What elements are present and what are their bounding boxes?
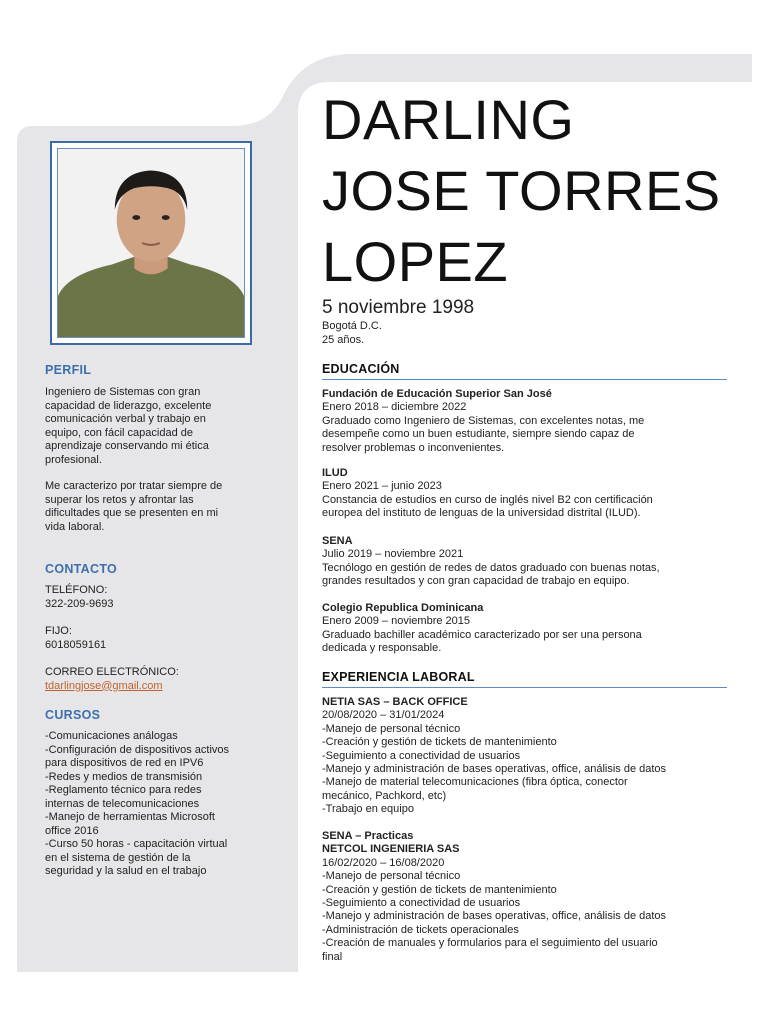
experience-company: NETCOL INGENIERIA SAS [322,843,460,856]
experience-task: -Manejo y administración de bases operativas, office, análisis de datos [322,763,667,776]
perfil-section [45,386,265,534]
perfil-heading: PERFIL [45,363,92,377]
education-dates: Julio 2019 – noviembre 2021 [322,548,464,561]
experience-task: -Trabajo en equipo [322,803,414,816]
experience-task: -Creación de manuales y formularios para el seguimiento del usuario [322,937,658,950]
education-entry [322,388,732,455]
education-org: Fundación de Educación Superior San José [322,388,552,400]
education-desc: Graduado como Ingeniero de Sistemas, con excelentes notas, me [322,414,645,427]
experience-task: -Manejo de personal técnico [322,870,461,883]
experience-task: -Manejo de material telecomunicaciones (fibra óptica, conector [322,776,628,789]
cursos-list: -Comunicaciones análogas -Configuración de dispositivos activos para dispositivos de red en IPV6 -Redes y medios de transmisión -Reglamento técnico para redes internas de telecomunicaciones -Manejo de herramientas Microsoft office 2016 -Curso 50 horas - capacitación virtual en el sistema de gestión de la seguridad y la salud en el trabajo [45,730,230,877]
email-link[interactable]: tdarlingjose@gmail.com [45,679,163,692]
experience-entry [322,830,732,964]
experience-task: -Creación y gestión de tickets de mantenimiento [322,736,557,749]
education-org: SENA [322,535,353,547]
experience-task: -Seguimiento a conectividad de usuarios [322,749,521,762]
education-dates: Enero 2018 – diciembre 2022 [322,401,467,414]
education-title: EDUCACIÓN [322,362,727,380]
cursos-section [45,730,265,879]
phone-label: TELÉFONO: [45,584,108,596]
contacto-heading: CONTACTO [45,562,118,576]
education-entry [322,602,732,656]
education-dates: Enero 2021 – junio 2023 [322,480,442,493]
education-desc: Constancia de estudios en curso de inglés nivel B2 con certificación [322,493,653,506]
experience-entry [322,696,732,817]
education-desc: desempeñe como un buen estudiante, siempre siendo capaz de [322,428,635,441]
experience-task: -Administración de tickets operacionales [322,923,519,936]
fixed-value: 6018059161 [45,638,107,651]
education-desc: dedicada y responsable. [322,642,442,655]
birth-date: 5 noviembre 1998 [322,297,475,318]
name-line-2: JOSE TORRES [322,159,721,222]
contacto-section [45,584,265,693]
experience-task: mecánico, Pachkord, etc) [322,789,447,802]
education-desc: resolver problemas o inconvenientes. [322,441,505,454]
city: Bogotá D.C. [322,320,382,332]
experience-dates: 20/08/2020 – 31/01/2024 [322,709,445,722]
experience-org: NETIA SAS – BACK OFFICE [322,696,468,708]
profile-photo-frame [50,141,252,345]
experience-task: -Manejo de personal técnico [322,722,461,735]
phone-value: 322-209-9693 [45,597,114,610]
experience-task: -Seguimiento a conectividad de usuarios [322,897,521,910]
name-line-3: LOPEZ [322,230,509,293]
education-desc: Graduado bachiller académico caracterizado por ser una persona [322,628,642,641]
education-entry [322,535,732,589]
education-desc: Tecnólogo en gestión de redes de datos graduado con buenas notas, [322,561,660,574]
age: 25 años. [322,334,365,346]
perfil-paragraph-1: Ingeniero de Sistemas con gran capacidad de liderazgo, excelente comunicación verbal y trabajo en equipo, con fácil capacidad de aprendizaje conservando mi ética profesional. [45,386,212,466]
name-line-1: DARLING [322,88,575,151]
email-label: CORREO ELECTRÓNICO: [45,666,179,678]
education-desc: europea del instituto de lenguas de la universidad distrital (ILUD). [322,507,641,520]
education-org: Colegio Republica Dominicana [322,602,484,614]
experience-org: SENA – Practicas [322,830,414,842]
education-entry [322,467,732,521]
experience-title: EXPERIENCIA LABORAL [322,670,727,688]
experience-dates: 16/02/2020 – 16/08/2020 [322,856,445,869]
fixed-label: FIJO: [45,625,72,637]
education-dates: Enero 2009 – noviembre 2015 [322,615,470,628]
perfil-paragraph-2: Me caracterizo por tratar siempre de superar los retos y afrontar las dificultades que se presenten en mi vida laboral. [45,480,223,533]
cursos-heading: CURSOS [45,708,101,722]
experience-task: -Manejo y administración de bases operativas, office, análisis de datos [322,910,667,923]
full-name [322,84,721,297]
education-desc: grandes resultados y con gran capacidad de trabajo en equipo. [322,575,630,588]
education-org: ILUD [322,467,348,479]
profile-photo [57,148,245,338]
experience-task: -Creación y gestión de tickets de mantenimiento [322,883,557,896]
experience-task: final [322,950,343,963]
